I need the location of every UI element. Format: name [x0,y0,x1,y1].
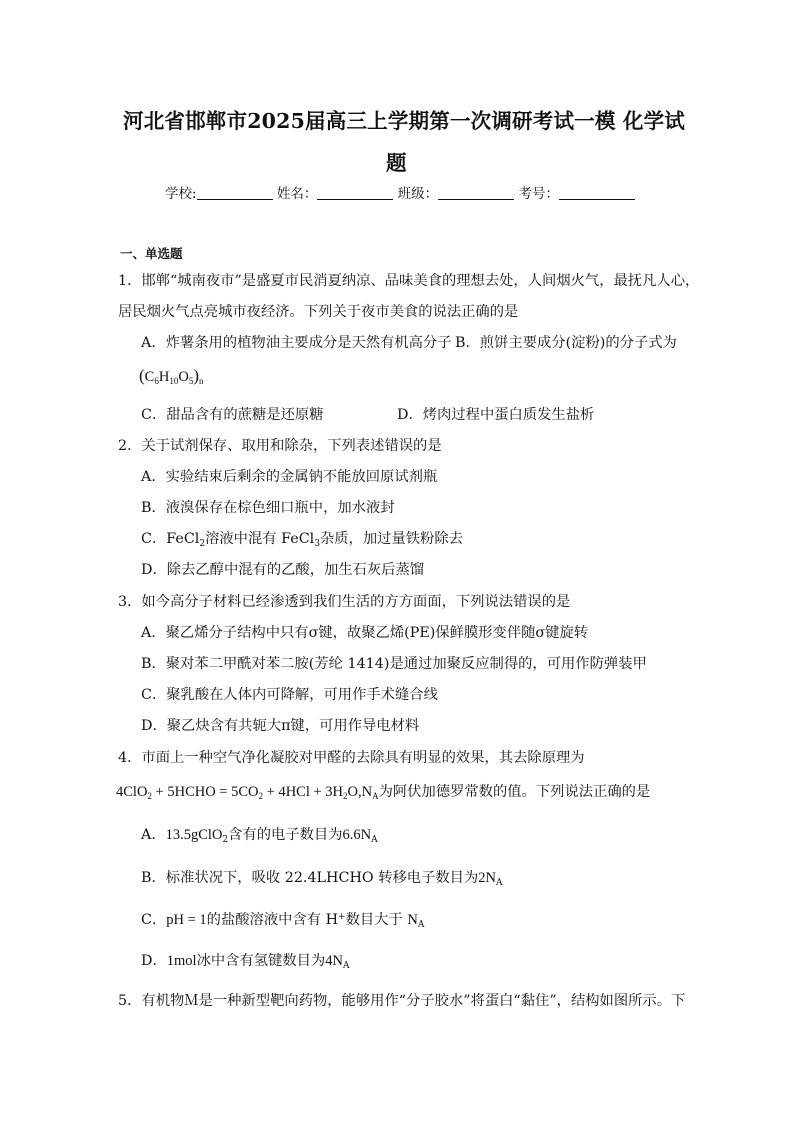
school-field[interactable] [197,185,273,200]
q1-option-b-formula: $(C_6H_{10}O_5)_n$ [139,366,204,386]
q3-option-c[interactable]: C．聚乳酸在人体内可降解，可用作手术缝合线 [141,687,438,703]
page-title-line2: 题 [386,151,407,175]
q1-stem-line2: 居民烟火气点亮城市夜经济。下列关于夜市美食的说法正确的是 [118,304,519,320]
q2-option-b[interactable]: B．液溴保存在棕色细口瓶中，加水液封 [141,500,395,516]
q2-option-c[interactable]: C．FeCl$_2$溶液中混有 FeCl$_3$杂质，加过量铁粉除去 [141,531,463,549]
name-field[interactable] [317,185,393,200]
q2-option-d[interactable]: D．除去乙醇中混有的乙酸，加生石灰后蒸馏 [141,562,425,578]
q4-reaction-equation: 4ClO$_2$ + 5HCHO = $5CO_2 + 4HCl + 3H_2O,N_A$ [116,784,379,801]
section-title: 一、单选题 [120,246,183,261]
q3-option-b[interactable]: B．聚对苯二甲酰对苯二胺(芳纶 1414)是通过加聚反应制得的，可用作防弹装甲 [141,656,647,672]
q1-stem-line1: 1．邯郸“城南夜市”是盛夏市民消夏纳凉、品味美食的理想去处，人间烟火气，最抚凡人心， [118,273,700,289]
q4-option-c[interactable]: C．pH = 1的盐酸溶液中含有 H+数目大于 $N_A$ [141,912,425,930]
q5-stem: 5．有机物Ｍ是一种新型靶向药物，能够用作“分子胶水”将蛋白“黏住”，结构如图所示。下 [118,993,686,1009]
class-label: 班级： [397,186,439,202]
q1-option-b[interactable]: B．煎饼主要成分(淀粉)的分子式为 [455,335,677,351]
page-title-line1: 河北省邯郸市2025届高三上学期第一次调研考试一模 化学试 [123,109,685,133]
q4-option-b[interactable]: B．标准状况下，吸收 22.4LHCHO 转移电子数目为$2N_A$ [141,870,503,888]
q3-stem: 3．如今高分子材料已经渗透到我们生活的方方面面，下列说法错误的是 [118,594,571,610]
q2-stem: 2．关于试剂保存、取用和除杂，下列表述错误的是 [118,438,442,454]
exam-number-field[interactable] [559,185,635,200]
exam-number-label: 考号： [518,186,559,202]
q1-option-c[interactable]: C．甜品含有的蔗糖是还原糖 [141,407,324,423]
q4-option-a[interactable]: A．13.5gClO$_2$含有的电子数目为$6.6N_A$ [141,827,378,845]
q3-option-a[interactable]: A．聚乙烯分子结构中只有σ键，故聚乙烯(PE)保鲜膜形变伴随σ键旋转 [141,625,589,641]
q4-stem: 4．市面上一种空气净化凝胶对甲醛的去除具有明显的效果，其去除原理为 [118,750,585,766]
student-info-line [165,182,635,202]
q1-option-d[interactable]: D．烤肉过程中蛋白质发生盐析 [397,407,595,423]
class-field[interactable] [438,185,514,200]
q2-option-a[interactable]: A．实验结束后剩余的金属钠不能放回原试剂瓶 [141,469,438,485]
q4-equation-tail: 为阿伏加德罗常数的值。下列说法正确的是 [378,784,651,800]
name-label: 姓名： [276,186,318,202]
q4-option-d[interactable]: D．1mol冰中含有氢键数目为$4N_A$ [141,953,350,971]
q1-option-a[interactable]: A．炸薯条用的植物油主要成分是天然有机高分子 [141,335,452,351]
school-label: 学校: [165,186,197,202]
q4-equation-line [116,781,650,801]
q3-option-d[interactable]: D．聚乙炔含有共轭大π键，可用作导电材料 [141,718,420,734]
